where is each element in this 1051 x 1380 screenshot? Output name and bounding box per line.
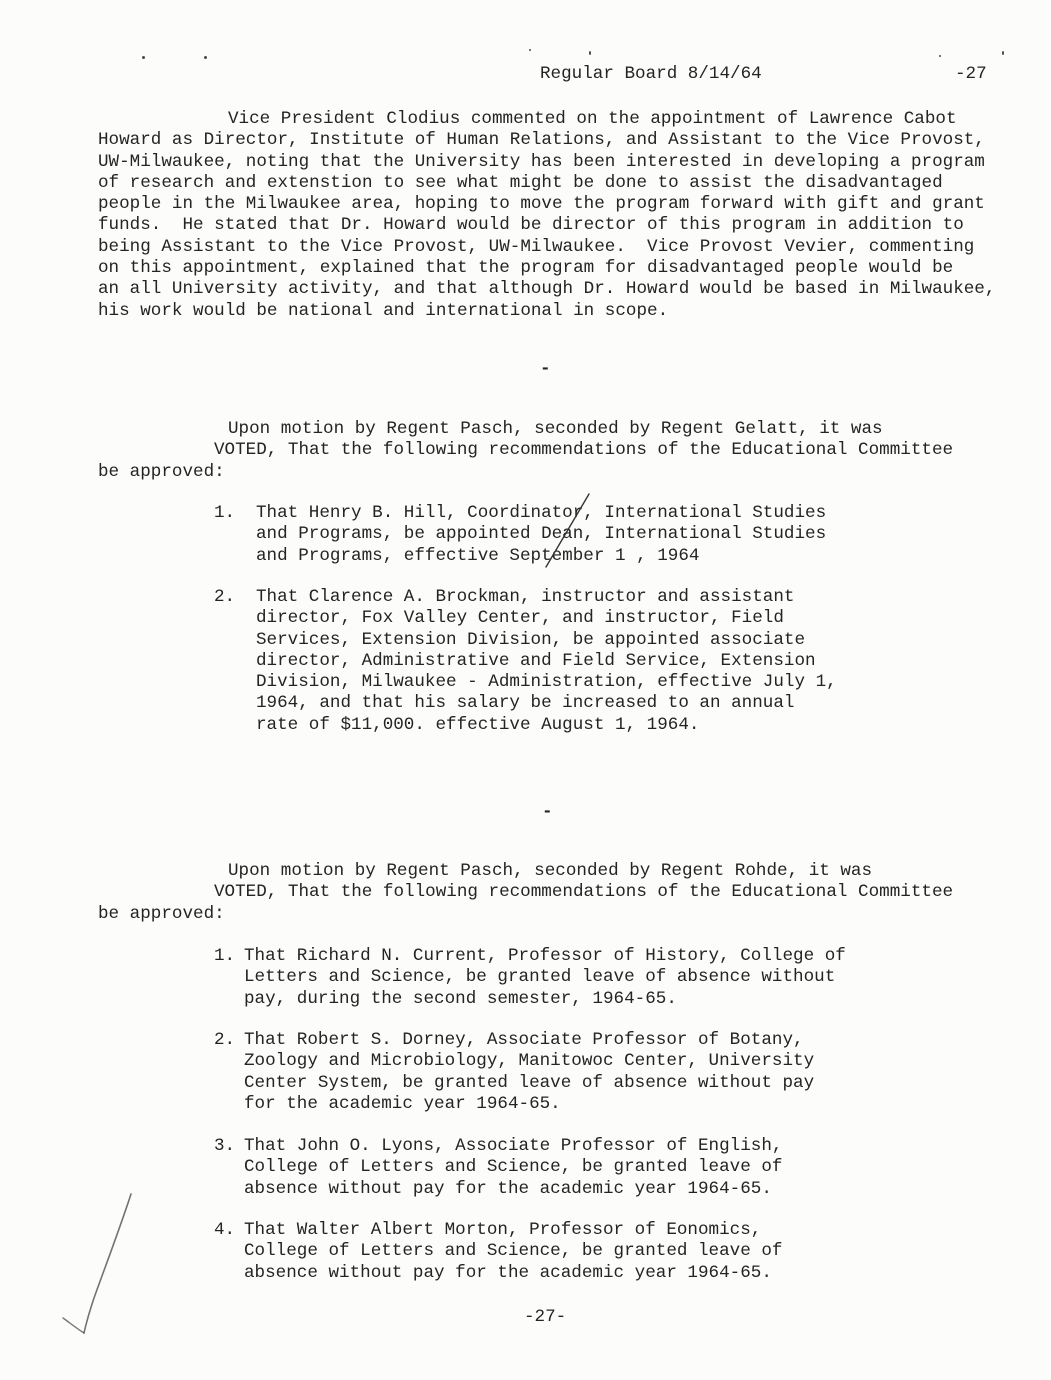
item-line: director, Administrative and Field Service, Extension [256,650,816,671]
item-number: 2. [214,587,236,607]
section-divider: - [540,359,551,379]
paragraph-line: an all University activity, and that although Dr. Howard would be based in Milwaukee, [98,279,996,300]
motion-line: be approved: [98,903,225,924]
motion-line: be approved: [98,461,225,482]
paragraph-line: of research and extenstion to see what might be done to assist the disadvantaged [98,172,943,193]
item-line: director, Fox Valley Center, and instructor, Field [256,608,784,629]
item-line: 1964, and that his salary be increased to an annual [256,693,795,714]
item-line: That Walter Albert Morton, Professor of Eonomics, [244,1220,762,1240]
motion-line: Upon motion by Regent Pasch, seconded by Regent Rohde, it was [228,861,873,881]
item-line: Division, Milwaukee - Administration, effective July 1, [256,672,837,693]
item-line: Zoology and Microbiology, Manitowoc Center, University [244,1051,815,1072]
scan-speck [1002,51,1004,55]
header-title: Regular Board 8/14/64 [540,64,762,84]
paragraph-line: Vice President Clodius commented on the appointment of Lawrence Cabot [228,109,957,129]
item-text [244,946,846,1010]
motion-line: VOTED, That the following recommendations of the Educational Committee [214,440,954,461]
paragraph-line: people in the Milwaukee area, hoping to move the program forward with gift and grant [98,194,985,215]
item-text [244,1220,782,1284]
item-line: rate of $11,000. effective August 1, 1964. [256,714,700,735]
item-line: absence without pay for the academic year 1964-65. [244,1262,772,1283]
item-line: and Programs, effective September 1 , 1964 [256,545,700,566]
paragraph-line: on this appointment, explained that the program for disadvantaged people would be [98,258,954,279]
motion-2-item-4 [214,1220,914,1380]
item-text [244,1030,814,1115]
opening-paragraph [98,109,995,322]
paragraph-line: UW-Milwaukee, noting that the University has been interested in developing a program [98,151,985,172]
item-number: 2. [214,1030,236,1050]
item-line: College of Letters and Science, be granted leave of [244,1157,783,1178]
item-line: and Programs, be appointed Dean, International Studies [256,524,827,545]
motion-1-item-2 [214,587,914,747]
item-line: That Henry B. Hill, Coordinator, International Studies [256,503,827,523]
header-page-ref: -27 [955,64,987,84]
item-text [256,503,826,567]
scan-speck [939,55,941,57]
item-line: That Clarence A. Brockman, instructor and assistant [256,587,795,607]
motion-line: VOTED, That the following recommendations of the Educational Committee [214,882,954,903]
item-text [256,587,837,736]
item-line: Services, Extension Division, be appointed associate [256,629,806,650]
item-line: That Robert S. Dorney, Associate Professor of Botany, [244,1030,804,1050]
paragraph-line: funds. He stated that Dr. Howard would be director of this program in addition to [98,215,964,236]
check-mark-stroke [84,1194,131,1333]
item-number: 3. [214,1136,236,1156]
paragraph-line: his work would be national and international in scope. [98,300,669,321]
item-text [244,1136,782,1200]
item-line: Center System, be granted leave of absence without pay [244,1072,815,1093]
scan-speck [529,49,531,51]
item-line: pay, during the second semester, 1964-65. [244,988,677,1009]
footer-page-number: -27- [524,1307,567,1327]
check-mark-hook [63,1318,84,1333]
item-line: absence without pay for the academic year 1964-65. [244,1178,772,1199]
item-number: 4. [214,1220,236,1240]
item-line: That Richard N. Current, Professor of History, College of [244,946,846,966]
motion-1-preamble [98,419,953,483]
section-divider: - [542,802,553,822]
scan-speck [204,56,207,59]
item-line: College of Letters and Science, be granted leave of [244,1241,783,1262]
item-line: Letters and Science, be granted leave of absence without [244,967,836,988]
paragraph-line: being Assistant to the Vice Provost, UW-Milwaukee. Vice Provost Vevier, commenting [98,236,975,257]
item-line: That John O. Lyons, Associate Professor of English, [244,1136,783,1156]
paragraph-line: Howard as Director, Institute of Human Relations, and Assistant to the Vice Provost, [98,130,985,151]
item-line: for the academic year 1964-65. [244,1093,561,1114]
scan-speck [142,56,145,59]
scan-speck [589,51,591,55]
motion-2-preamble [98,861,953,925]
item-number: 1. [214,946,236,966]
item-number: 1. [214,503,236,523]
motion-line: Upon motion by Regent Pasch, seconded by Regent Gelatt, it was [228,419,883,439]
